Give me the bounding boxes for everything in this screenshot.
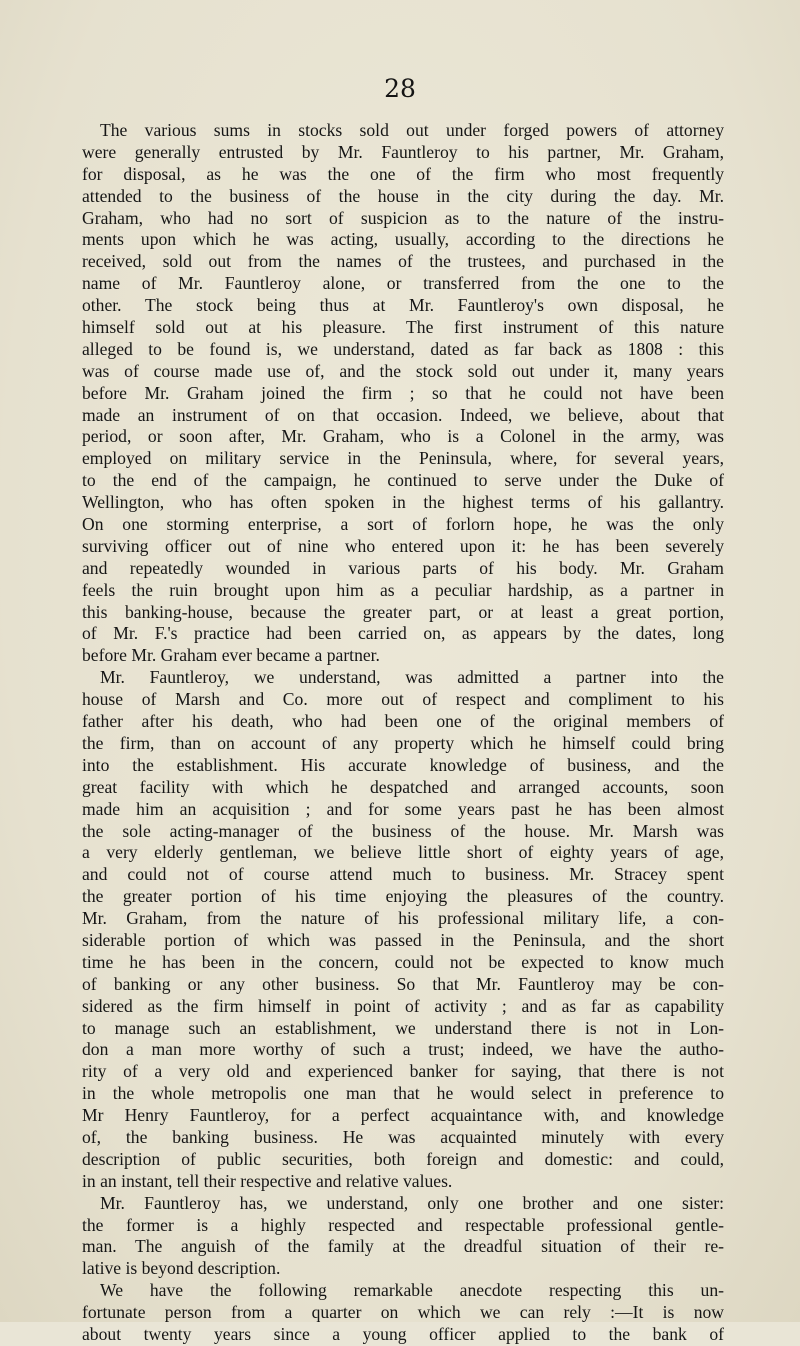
text-line: a very elderly gentleman, we believe little short of eighty years of age, xyxy=(82,842,724,863)
text-line: period, or soon after, Mr. Graham, who is a Colonel in the army, was xyxy=(82,426,724,447)
text-line: this banking-house, because the greater part, or at least a great portion, xyxy=(82,601,724,622)
text-line: siderable portion of which was passed in the Peninsula, and the short xyxy=(82,929,724,950)
text-line: attended to the business of the house in the city during the day. Mr. xyxy=(82,185,724,206)
text-line: lative is beyond description. xyxy=(82,1258,281,1279)
text-line: The various sums in stocks sold out under forged powers of attorney xyxy=(100,120,724,140)
text-line: and repeatedly wounded in various parts of his body. Mr. Graham xyxy=(82,557,724,578)
text-line: to manage such an establishment, we understand there is not in Lon- xyxy=(82,1017,724,1038)
text-line: before Mr. Graham joined the firm ; so that he could not have been xyxy=(82,382,724,403)
text-line: made an instrument of on that occasion. Indeed, we believe, about that xyxy=(82,404,724,425)
text-line: other. The stock being thus at Mr. Fauntleroy's own disposal, he xyxy=(82,295,724,316)
text-line: received, sold out from the names of the trustees, and purchased in the xyxy=(82,251,724,272)
text-line: rity of a very old and experienced banker for saying, that there is not xyxy=(82,1061,724,1082)
text-line: sidered as the firm himself in point of activity ; and as far as capability xyxy=(82,995,724,1016)
text-line: were generally entrusted by Mr. Fauntleroy to his partner, Mr. Graham, xyxy=(82,141,724,162)
text-line: in an instant, tell their respective and relative values. xyxy=(82,1170,453,1191)
text-line: was of course made use of, and the stock sold out under it, many years xyxy=(82,360,724,381)
text-line: to the end of the campaign, he continued to serve under the Duke of xyxy=(82,470,724,491)
text-line: made him an acquisition ; and for some years past he has been almost xyxy=(82,798,724,819)
text-line: We have the following remarkable anecdote respecting this un- xyxy=(100,1280,724,1301)
text-line: before Mr. Graham ever became a partner. xyxy=(82,645,380,666)
text-line: Graham, who had no sort of suspicion as to the nature of the instru- xyxy=(82,207,724,228)
body-text xyxy=(82,120,724,1346)
text-line: Mr Henry Fauntleroy, for a perfect acquaintance with, and knowledge xyxy=(82,1105,724,1126)
text-line: of banking or any other business. So that Mr. Fauntleroy may be con- xyxy=(82,973,724,994)
text-line: house of Marsh and Co. more out of respect and compliment to his xyxy=(82,689,724,710)
text-line: On one storming enterprise, a sort of forlorn hope, he was the only xyxy=(82,514,724,535)
text-line: alleged to be found is, we understand, dated as far back as 1808 : this xyxy=(82,338,724,359)
text-line: name of Mr. Fauntleroy alone, or transferred from the one to the xyxy=(82,273,724,294)
text-line: the firm, than on account of any property which he himself could bring xyxy=(82,732,724,753)
text-line: in the whole metropolis one man that he would select in preference to xyxy=(82,1083,724,1104)
text-line: and could not of course attend much to business. Mr. Stracey spent xyxy=(82,864,724,885)
text-line: don a man more worthy of such a trust; indeed, we have the autho- xyxy=(82,1039,724,1060)
text-line: of Mr. F.'s practice had been carried on, as appears by the dates, long xyxy=(82,623,724,644)
text-line: the greater portion of his time enjoying the pleasures of the country. xyxy=(82,886,724,907)
text-line: the former is a highly respected and respectable professional gentle- xyxy=(82,1214,724,1235)
text-line: Mr. Fauntleroy, we understand, was admitted a partner into the xyxy=(100,667,724,688)
text-line: Mr. Graham, from the nature of his professional military life, a con- xyxy=(82,908,724,929)
text-line: the sole acting-manager of the business of the house. Mr. Marsh was xyxy=(82,820,724,841)
text-line: father after his death, who had been one of the original members of xyxy=(82,711,724,732)
text-line: himself sold out at his pleasure. The first instrument of this nature xyxy=(82,317,724,338)
page-number: 28 xyxy=(384,74,416,103)
text-line: ments upon which he was acting, usually, according to the directions he xyxy=(82,229,724,250)
text-line: about twenty years since a young officer applied to the bank of xyxy=(82,1323,724,1344)
text-line: Wellington, who has often spoken in the highest terms of his gallantry. xyxy=(82,492,724,513)
text-line: into the establishment. His accurate knowledge of business, and the xyxy=(82,754,724,775)
text-line: great facility with which he despatched and arranged accounts, soon xyxy=(82,776,724,797)
text-line: employed on military service in the Peninsula, where, for several years, xyxy=(82,448,724,469)
text-line: surviving officer out of nine who entered upon it: he has been severely xyxy=(82,535,724,556)
text-line: description of public securities, both foreign and domestic: and could, xyxy=(82,1148,724,1169)
text-line: time he has been in the concern, could not be expected to know much xyxy=(82,951,724,972)
text-line: for disposal, as he was the one of the firm who most frequently xyxy=(82,163,724,184)
text-line: feels the ruin brought upon him as a peculiar hardship, as a partner in xyxy=(82,579,724,600)
text-line: fortunate person from a quarter on which we can rely :—It is now xyxy=(82,1302,724,1323)
text-line: Mr. Fauntleroy has, we understand, only one brother and one sister: xyxy=(100,1192,724,1213)
text-line: of, the banking business. He was acquainted minutely with every xyxy=(82,1126,724,1147)
text-line: man. The anguish of the family at the dreadful situation of their re- xyxy=(82,1236,724,1257)
